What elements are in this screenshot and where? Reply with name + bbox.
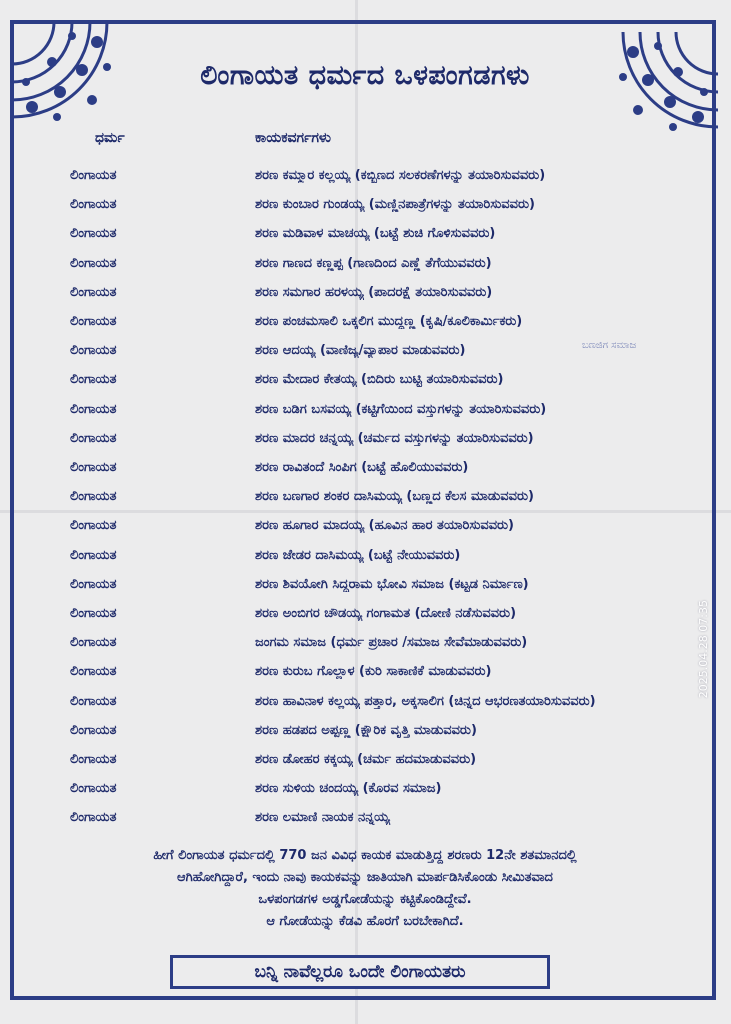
dharma-cell: ಲಿಂಗಾಯತ [70,547,117,563]
kayaka-cell: ಶರಣ ರಾವಿತಂದೆ ಸಿಂಪಿಗ (ಬಟ್ಟೆ ಹೊಲಿಯುವವರು) [255,460,469,475]
dharma-cell: ಲಿಂಗಾಯತ [70,430,117,446]
list-item [0,163,731,192]
paragraph-line: ಆಗಿಹೋಗಿದ್ದಾರೆ, ಇಂದು ನಾವು ಕಾಯಕವನ್ನು ಜಾತಿಯಾಗಿ ಮಾರ್ಪಡಿಸಿಕೊಂಡು ಸೀಮಿತವಾದ [177,870,553,885]
kayaka-cell: ಶರಣ ಬಡಿಗ ಬಸವಯ್ಯ (ಕಟ್ಟಿಗೆಯಿಂದ ವಸ್ತುಗಳನ್ನು ತಯಾರಿಸುವವರು) [255,401,547,417]
dharma-cell: ಲಿಂಗಾಯತ [70,576,117,592]
list-item [0,484,731,513]
kayaka-cell: ಶರಣ ಗಾಣದ ಕಣ್ಣಪ್ಪ (ಗಾಣದಿಂದ ಎಣ್ಣೆ ತೆಗೆಯುವವರು) [255,255,492,271]
dharma-cell: ಲಿಂಗಾಯತ [70,314,117,329]
dharma-cell: ಲಿಂಗಾಯತ [70,197,117,213]
dharma-cell: ಲಿಂಗಾಯತ [70,489,117,505]
list-item [0,747,731,776]
list-item [0,221,731,250]
list-item [0,659,731,688]
kayaka-cell: ಶರಣ ಹೂಗಾರ ಮಾದಯ್ಯ (ಹೂವಿನ ಹಾರ ತಯಾರಿಸುವವರು) [255,518,514,534]
kayaka-cell: ಶರಣ ಅಂಬಿಗರ ಚೌಡಯ್ಯ ಗಂಗಾಮತ (ದೋಣಿ ನಡೆಸುವವರು) [255,606,517,621]
dharma-cell: ಲಿಂಗಾಯತ [70,693,117,709]
kayaka-cell: ಶರಣ ಸಮಗಾರ ಹರಳಯ್ಯ (ಪಾದರಕ್ಷೆ ತಯಾರಿಸುವವರು) [255,284,493,300]
dharma-cell: ಲಿಂಗಾಯತ [70,752,117,767]
list-item [0,455,731,484]
kayaka-cell: ಶರಣ ಜೇಡರ ದಾಸಿಮಯ್ಯ (ಬಟ್ಟೆ ನೇಯುವವರು) [255,547,461,563]
dharma-cell: ಲಿಂಗಾಯತ [70,606,117,621]
timestamp-watermark: 2025.04.28 07:35 [697,600,710,699]
kayaka-cell: ಶರಣ ಡೋಹರ ಕಕ್ಕಯ್ಯ (ಚರ್ಮ ಹದಮಾಡುವವರು) [255,752,477,767]
list-item [0,251,731,280]
dharma-cell: ಲಿಂಗಾಯತ [70,284,117,300]
kayaka-cell: ಶರಣ ಕಮ್ಮಾರ ಕಲ್ಲಯ್ಯ (ಕಬ್ಬಿಣದ ಸಲಕರಣೆಗಳನ್ನು ತಯಾರಿಸುವವರು) [255,168,546,183]
kayaka-cell: ಶರಣ ಮಡಿವಾಳ ಮಾಚಯ್ಯ (ಬಟ್ಟೆ ಶುಚಿ ಗೊಳಿಸುವವರು) [255,226,496,242]
mandala-ornament-top-left [12,22,116,126]
list-item [0,601,731,630]
list-item [0,689,731,718]
dharma-cell: ಲಿಂಗಾಯತ [70,664,117,680]
kayaka-cell: ಶರಣ ಕುರುಬ ಗೊಲ್ಲಾಳ (ಕುರಿ ಸಾಕಾಣಿಕೆ ಮಾಡುವವರು) [255,664,492,680]
kayaka-cell: ಶರಣ ಬಣಗಾರ ಶಂಕರ ದಾಸಿಮಯ್ಯ (ಬಣ್ಣದ ಕೆಲಸ ಮಾಡುವವರು) [255,489,534,505]
list-item [0,572,731,601]
list-item [0,426,731,455]
kayaka-cell: ಜಂಗಮ ಸಮಾಜ (ಧರ್ಮ ಪ್ರಚಾರ /ಸಮಾಜ ಸೇವೆಮಾಡುವವರು) [255,635,528,651]
dharma-cell: ಲಿಂಗಾಯತ [70,343,117,359]
dharma-cell: ಲಿಂಗಾಯತ [70,255,117,271]
kayaka-cell: ಶರಣ ಹಾವಿನಾಳ ಕಲ್ಲಯ್ಯ ಪತ್ತಾರ, ಅಕ್ಕಸಾಲಿಗ (ಚಿನ್ನದ ಆಭರಣತಯಾರಿಸುವವರು) [255,693,596,709]
kayaka-cell: ಶರಣ ಮಾದರ ಚನ್ನಯ್ಯ (ಚರ್ಮದ ವಸ್ತುಗಳನ್ನು ತಯಾರಿಸುವವರು) [255,430,534,446]
dharma-cell: ಲಿಂಗಾಯತ [70,460,117,475]
list-item [0,280,731,309]
list-item [0,718,731,747]
kayaka-cell: ಶರಣ ಪಂಚಮಸಾಲಿ ಒಕ್ಕಲಿಗ ಮುದ್ದಣ್ಣ (ಕೃಷಿ/ಕೂಲಿಕಾರ್ಮಿಕರು) [255,314,523,329]
dharma-cell: ಲಿಂಗಾಯತ [70,518,117,534]
dharma-cell: ಲಿಂಗಾಯತ [70,168,117,183]
list-item [0,397,731,426]
closing-paragraph [40,845,690,933]
list-item [0,630,731,659]
list-item [0,513,731,542]
slogan-box: ಬನ್ನಿ ನಾವೆಲ್ಲರೂ ಒಂದೇ ಲಿಂಗಾಯತರು [170,955,550,989]
list-item [0,309,731,338]
list-item [0,192,731,221]
kayaka-cell: ಶರಣ ಆದಯ್ಯ (ವಾಣಿಜ್ಯ/ವ್ಯಾಪಾರ ಮಾಡುವವರು) [255,343,466,359]
paragraph-line: ಒಳಪಂಗಡಗಳ ಅಡ್ಡಗೋಡೆಯನ್ನು ಕಟ್ಟಿಕೊಂಡಿದ್ದೇವೆ. [258,892,472,907]
column-header-dharma: ಧರ್ಮ [95,130,125,146]
column-header-kayaka: ಕಾಯಕವರ್ಗಗಳು [255,130,331,146]
paragraph-line: ಹೀಗೆ ಲಿಂಗಾಯತ ಧರ್ಮದಲ್ಲಿ 770 ಜನ ವಿವಿಧ ಕಾಯಕ ಮಾಡುತ್ತಿದ್ದ ಶರಣರು 12ನೇ ಶತಮಾನದಲ್ಲಿ [153,848,577,863]
dharma-cell: ಲಿಂಗಾಯತ [70,722,117,738]
kayaka-cell: ಶರಣ ಲಮಾಣಿ ನಾಯಕ ನನ್ನಯ್ಯ [255,810,390,826]
list-item [0,543,731,572]
list-item [0,367,731,396]
kayaka-cell: ಶರಣ ಕುಂಬಾರ ಗುಂಡಯ್ಯ (ಮಣ್ಣಿನಪಾತ್ರೆಗಳನ್ನು ತಯಾರಿಸುವವರು) [255,197,535,213]
dharma-cell: ಲಿಂಗಾಯತ [70,226,117,242]
kayaka-cell: ಶರಣ ಸುಳಿಯ ಚಂದಯ್ಯ (ಕೊರವ ಸಮಾಜ) [255,781,442,797]
list-item [0,805,731,834]
list-item [0,776,731,805]
paragraph-line: ಆ ಗೋಡೆಯನ್ನು ಕೆಡವಿ ಹೊರಗೆ ಬರಬೇಕಾಗಿದೆ. [266,914,464,929]
kayaka-cell: ಶರಣ ಮೇದಾರ ಕೇತಯ್ಯ (ಬಿದಿರು ಬುಟ್ಟಿ ತಯಾರಿಸುವವರು) [255,372,504,388]
dharma-cell: ಲಿಂಗಾಯತ [70,372,117,388]
side-stamp-text: ಬಣಜಿಗ ಸಮಾಜ [582,340,637,351]
mandala-ornament-top-right [614,32,718,136]
document-title: ಲಿಂಗಾಯತ ಧರ್ಮದ ಒಳಪಂಗಡಗಳು [200,60,530,91]
dharma-cell: ಲಿಂಗಾಯತ [70,781,117,797]
dharma-cell: ಲಿಂಗಾಯತ [70,810,117,826]
kayaka-cell: ಶರಣ ಶಿವಯೋಗಿ ಸಿದ್ಧರಾಮ ಭೋವಿ ಸಮಾಜ (ಕಟ್ಟಡ ನಿರ್ಮಾಣ) [255,576,529,592]
kayaka-cell: ಶರಣ ಹಡಪದ ಅಪ್ಪಣ್ಣ (ಕ್ಷೌರಿಕ ವೃತ್ತಿ ಮಾಡುವವರು) [255,722,477,738]
dharma-cell: ಲಿಂಗಾಯತ [70,635,117,651]
dharma-cell: ಲಿಂಗಾಯತ [70,401,117,417]
